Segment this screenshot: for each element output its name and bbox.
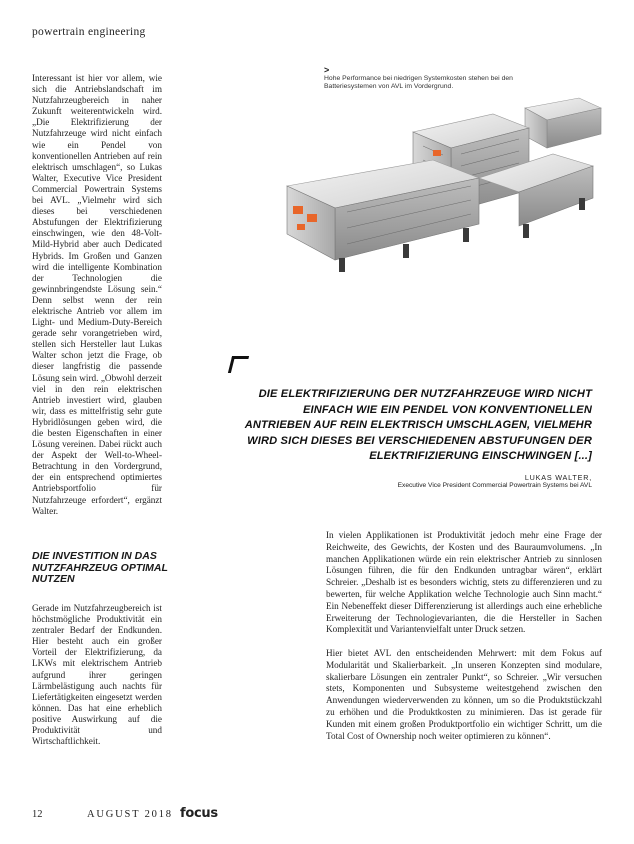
pull-quote: DIE ELEKTRIFIZIERUNG DER NUTZFAHRZEUGE WIRD NICHT EINFACH WIE EIN PENDEL VON KONVENTIONELLEN ANTRIEBEN AUF REIN ELEKTRISCH UMSCHLAGEN, VIELMEHR WIRD SICH DIESES BEI VERSCHIEDENEN ABSTUFUNGEN DER ELEKTRIFIZIERUNG EINSCHWINGEN [...] — [244, 388, 592, 462]
battery-module-far — [525, 98, 601, 148]
page-footer — [32, 806, 232, 822]
running-head: powertrain engineering — [32, 26, 146, 38]
caption-arrow-icon: > — [324, 65, 330, 75]
left-column-text — [32, 73, 162, 517]
paragraph: Gerade im Nutzfahrzeugbereich ist höchstmögliche Produktivität ein zentraler Bedarf der Endkunden. Hier besteht auch ein großer Vorteil der Elektrifizierung, da LKWs mit elektrischem Antrieb aufgrund ihrer geringen Lärmbelästigung auch nachts für Liefertätigkeiten eingesetzt werden können. Das hat eine erheblich positive Auswirkung auf die Produktivität und Wirtschaftlichkeit. — [32, 603, 162, 747]
paragraph: Hier bietet AVL den entscheidenden Mehrwert: mit dem Fokus auf Modularität und Skalierbarkeit. „In unseren Konzepten sind modulare, skalierbare Lösungen ein zentraler Punkt“, so Schreier. „Wir versuchen stets, Komponenten und Subsysteme weitestgehend zwischen den Anwendungen wiederverwenden zu können, um so die Produktstückzahl zu erhöhen und die Produktkosten zu minimieren. Das ist gerade für Kunden mit einem großen Produktportfolio ein wichtiger Schritt, um die Total Cost of Ownership noch weiter optimieren zu können“. — [326, 647, 602, 741]
figure-caption — [324, 66, 524, 91]
paragraph: Interessant ist hier vor allem, wie sich die Antriebslandschaft im Nutzfahrzeugbereich in naher Zukunft weiterentwickeln wird. „Die Elektrifizierung der Nutzfahrzeuge wird nicht einfach wie ein Pendel von konventionellen Antrieben auf rein elektrisch umschlagen“, so Lukas Walter, Executive Vice President Commercial Powertrain Systems bei AVL. „Vielmehr wird sich dieses bei verschiedenen Abstufungen der Elektrifizierung einschwingen, wie den 48-Volt-Mild-Hybrid aber auch Dedicated Hybrids. Im Großen und Ganzen wird die intelligente Kombination der Technologien die gewinnbringendste Lösung sein.“ Denn selbst wenn der rein elektrische Antrieb vor allem im Light- und Medium-Duty-Bereich gerade sehr vorangetrieben wird, stellen sich Hersteller laut Lukas Walter schon jetzt die Frage, ob dieser langfristig die passende Lösung sein wird. „Obwohl derzeit viel in den rein elektrischen Antrieb investiert wird, glauben wir, dass es mittelfristig sehr gute Hybridlösungen geben wird, die die besten Eigenschaften in einer Lösung vereinen. Dabei rückt auch der Aspekt der Well-to-Wheel-Betrachtung in den Vordergrund, der ein entsprechend optimiertes Antriebsportfolio für Nutzfahrzeuge erfordert“, ergänzt Walter. — [32, 73, 162, 516]
quote-author: LUKAS WALTER, — [524, 473, 592, 482]
battery-system-illustration — [283, 94, 605, 308]
battery-module-front — [287, 160, 479, 260]
magazine-logo: focus — [180, 806, 218, 821]
issue-date: AUGUST 2018 — [87, 809, 173, 820]
left-column-text-2 — [32, 603, 162, 747]
caption-text: Hohe Performance bei niedrigen Systemkosten stehen bei den Batteriesystemen von AVL im Vordergrund. — [324, 75, 513, 90]
quote-attribution — [300, 473, 592, 489]
paragraph: In vielen Applikationen ist Produktivität jedoch mehr eine Frage der Reichweite, des Gewichts, der Kosten und des Bauraumvolumens. „In manchen Applikationen würde ein rein elektrischer Antrieb zu sinnlosen Lösungen führen, die für den Endkunden untragbar wären“, erklärt Schreier. „Deshalb ist es besonders wichtig, stets zu differenzieren und zu bewerten, für welche Applikation welche Technologie auch Sinn macht.“ Ein Nebeneffekt dieser Differenzierung ist allerdings auch eine erhebliche Erweiterung der Technologievarianten, die die Hersteller in Sachen Komplexität und Variantenvielfalt unter Druck setzen. — [326, 530, 602, 635]
quote-mark-icon — [228, 356, 249, 373]
quote-author-role: Executive Vice President Commercial Powertrain Systems bei AVL — [397, 482, 592, 489]
section-subheading: DIE INVESTITION IN DAS NUTZFAHRZEUG OPTIMAL NUTZEN — [32, 550, 168, 585]
right-column-text — [326, 530, 602, 754]
page-number: 12 — [32, 809, 43, 820]
